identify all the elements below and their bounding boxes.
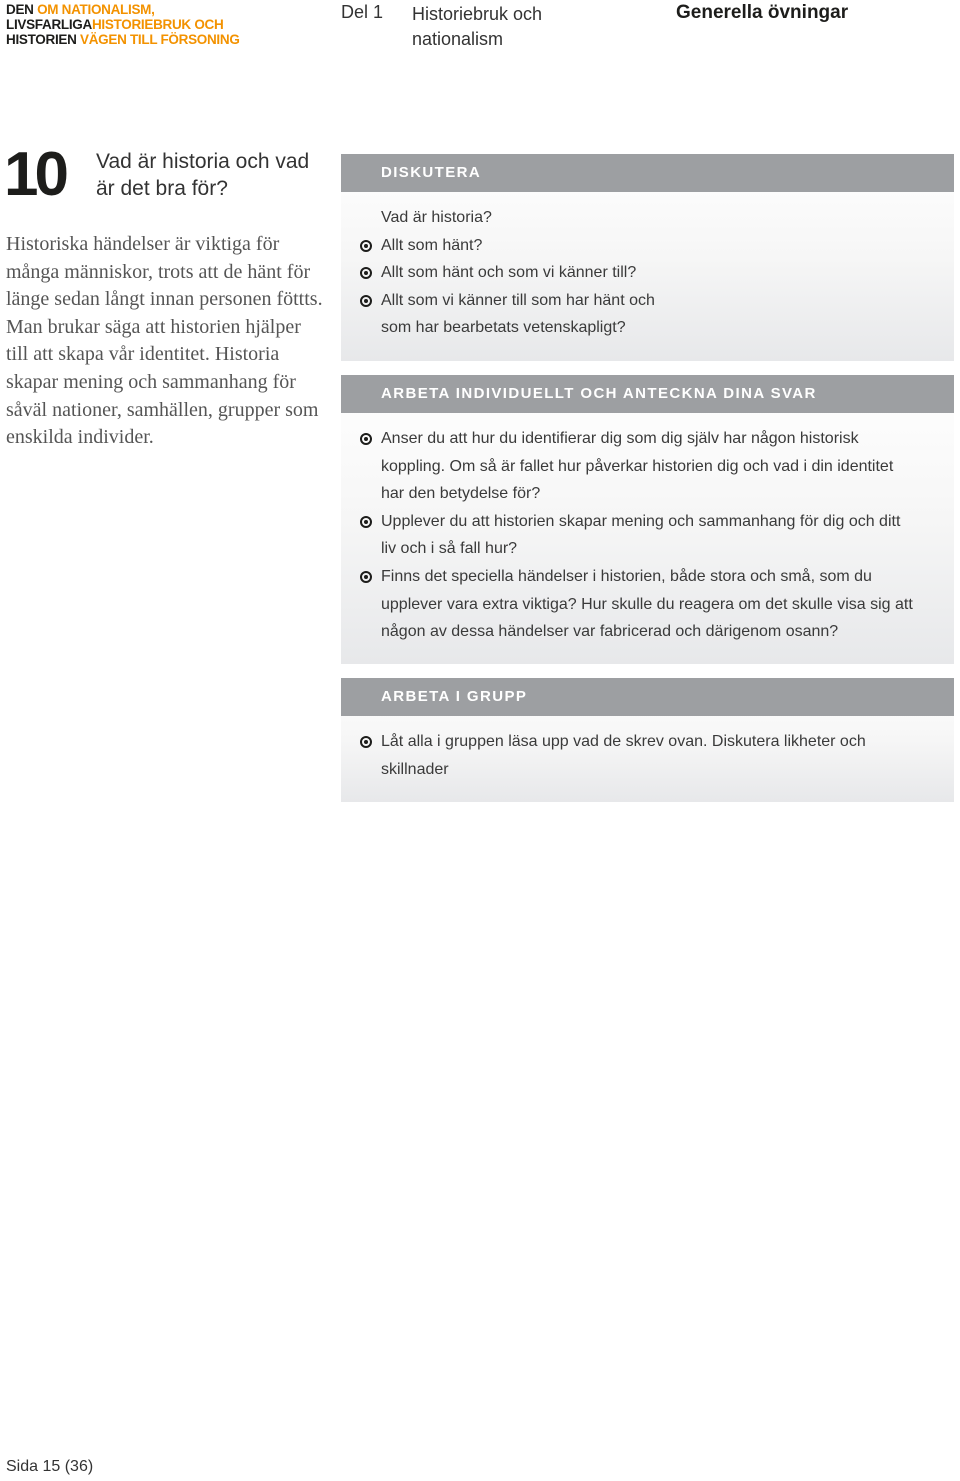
list-item: Allt som vi känner till som har hänt och som har bearbetats vetenskapligt? <box>381 287 914 342</box>
bullet-icon <box>360 267 372 279</box>
exercise-number: 10 <box>4 140 65 209</box>
bullet-icon <box>360 433 372 445</box>
bullet-icon <box>360 516 372 528</box>
publication-logo <box>6 2 240 47</box>
discuss-body <box>341 192 954 362</box>
group-box <box>341 678 954 802</box>
category-title: Generella övningar <box>676 2 849 23</box>
discuss-list <box>381 232 914 342</box>
bullet-icon <box>360 736 372 748</box>
section-title: Historiebruk och nationalism <box>412 4 543 49</box>
group-list <box>381 728 914 783</box>
list-item: Anser du att hur du identifierar dig som dig själv har någon historisk koppling. Om så är fallet hur påverkar historien dig och vad i din identitet har den betydelse för? <box>381 425 914 508</box>
discuss-box <box>341 154 954 361</box>
group-body <box>341 716 954 803</box>
list-item: Allt som hänt? <box>381 232 914 260</box>
discuss-heading: DISKUTERA <box>341 154 954 192</box>
bullet-icon <box>360 571 372 583</box>
individual-body <box>341 413 954 666</box>
list-item: Upplever du att historien skapar mening och sammanhang för dig och ditt liv och i så fall hur? <box>381 508 914 563</box>
logo-line-2: LIVSFARLIGAHISTORIEBRUK OCH <box>6 17 224 32</box>
part-label: Del 1 <box>341 2 384 22</box>
individual-list <box>381 425 914 646</box>
group-heading: ARBETA I GRUPP <box>341 678 954 716</box>
page-number: Sida 15 (36) <box>6 1458 94 1475</box>
logo-line-3: HISTORIEN VÄGEN TILL FÖRSONING <box>6 32 240 47</box>
exercise-title: Vad är historia och vad är det bra för? <box>96 150 310 200</box>
bullet-icon <box>360 240 372 252</box>
list-item: Låt alla i gruppen läsa upp vad de skrev ovan. Diskutera likheter och skillnader <box>381 728 914 783</box>
individual-box <box>341 375 954 664</box>
bullet-icon <box>360 295 372 307</box>
list-item: Finns det speciella händelser i historien, både stora och små, som du upplever vara extra viktiga? Hur skulle du reagera om det skulle visa sig att någon av dessa händelser var fabricerad och därigenom osann? <box>381 563 914 646</box>
exercise-intro: Historiska händelser är viktiga för många människor, trots att de hänt för länge sedan långt innan personen föttts. Man brukar säga att historien hjälper till att skapa vår identitet. Historia skapar mening och sammanhang för såväl nationer, samhällen, grupper som enskilda individer. <box>6 233 323 449</box>
individual-heading: ARBETA INDIVIDUELLT OCH ANTECKNA DINA SVAR <box>341 375 954 413</box>
list-item: Allt som hänt och som vi känner till? <box>381 259 914 287</box>
discuss-question: Vad är historia? <box>381 209 492 226</box>
logo-line-1: DEN OM NATIONALISM, <box>6 2 155 17</box>
